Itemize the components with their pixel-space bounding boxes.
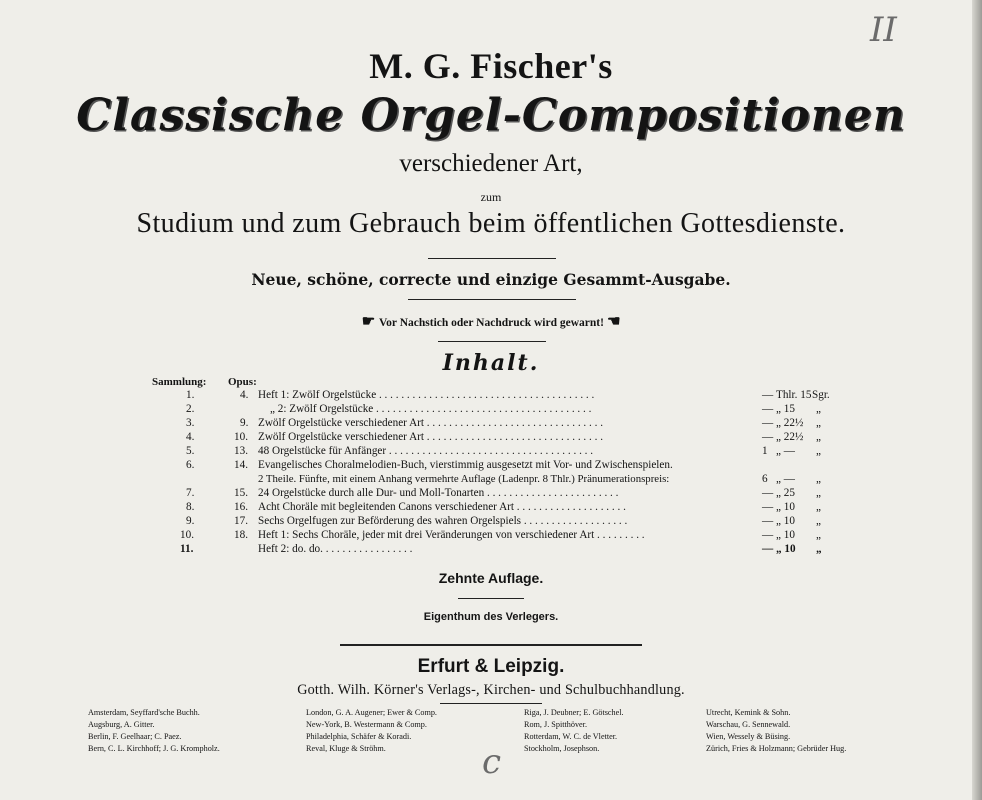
toc-row <box>0 487 982 501</box>
pointing-hand-right-icon: ☛ <box>606 314 621 330</box>
toc-sammlung: 1. <box>186 389 195 401</box>
toc-row <box>0 459 982 473</box>
pencil-mark-roman-numeral: II <box>870 10 897 50</box>
toc-row <box>0 431 982 445</box>
toc-opus: 10. <box>234 431 248 443</box>
pencil-mark-bottom: c <box>482 742 502 782</box>
contents-heading: Inhalt. <box>442 350 540 376</box>
toc-price-b: „ 10 <box>776 543 796 555</box>
toc-title: Zwölf Orgelstücke verschiedener Art . . . . . . . . . . . . . . . . . . . . . . . . . . . . . . . . <box>258 417 603 429</box>
toc-price-a: — <box>762 417 774 429</box>
toc-price-b: „ 25 <box>776 487 795 499</box>
toc-price-b: „ 22½ <box>776 417 804 429</box>
subtitle: Neue, schöne, correcte und einzige Gesammt-Ausgabe. <box>251 270 731 289</box>
divider-line-4 <box>458 598 524 599</box>
agent-entry: Rotterdam, W. C. de Vletter. <box>524 732 618 741</box>
agent-entry: Riga, J. Deubner; E. Götschel. <box>524 708 624 717</box>
toc-price-c: „ <box>816 403 821 415</box>
toc-title: Heft 1: Sechs Choräle, jeder mit drei Veränderungen von verschiedener Art . . . . . . . . . <box>258 529 645 541</box>
toc-price-a: — <box>762 529 774 541</box>
agent-entry: Philadelphia, Schäfer & Koradi. <box>306 732 412 741</box>
toc-row <box>0 515 982 529</box>
toc-row <box>0 445 982 459</box>
agent-entry: Warschau, G. Sennewald. <box>706 720 791 729</box>
toc-title: Zwölf Orgelstücke verschiedener Art . . . . . . . . . . . . . . . . . . . . . . . . . . . . . . . . <box>258 431 603 443</box>
divider-ornament-3 <box>438 341 546 342</box>
toc-price-b: Thlr. 15 <box>776 389 812 401</box>
toc-price-c: „ <box>816 529 821 541</box>
toc-title: Evangelisches Choralmelodien-Buch, vierstimmig ausgesetzt mit Vor- und Zwischenspielen. <box>258 459 673 471</box>
toc-row <box>0 543 982 557</box>
agent-entry: Rom, J. Spitthöver. <box>524 720 588 729</box>
toc-price-a: — <box>762 431 774 443</box>
toc-sammlung: 2. <box>186 403 195 415</box>
toc-header-opus: Opus: <box>228 376 257 388</box>
agent-entry: Augsburg, A. Gitter. <box>88 720 155 729</box>
toc-sammlung: 8. <box>186 501 195 513</box>
toc-price-c: „ <box>816 473 821 485</box>
ownership-note: Eigenthum des Verlegers. <box>423 611 559 623</box>
toc-price-a: — <box>762 515 774 527</box>
toc-title: Heft 2: do. do. . . . . . . . . . . . . . . . . <box>258 543 413 555</box>
toc-title: Sechs Orgelfugen zur Beförderung des wahren Orgelspiels . . . . . . . . . . . . . . . . . . . <box>258 515 628 527</box>
title-line-zum: zum <box>480 190 502 204</box>
toc-row <box>0 389 982 403</box>
toc-sammlung: 11. <box>180 543 194 555</box>
toc-price-a: 6 <box>762 473 768 485</box>
toc-price-b: „ 22½ <box>776 431 804 443</box>
warning-text: Vor Nachstich oder Nachdruck wird gewarnt! <box>378 317 604 329</box>
toc-price-c: „ <box>816 515 821 527</box>
agent-entry: Zürich, Fries & Holzmann; Gebrüder Hug. <box>706 744 847 753</box>
toc-price-c: „ <box>816 445 821 457</box>
agent-entry: Reval, Kluge & Ströhm. <box>306 744 386 753</box>
toc-title: 2 Theile. Fünfte, mit einem Anhang vermehrte Auflage (Ladenpr. 8 Thlr.) Pränumerationspreis: <box>258 473 670 485</box>
toc-price-a: — <box>762 403 774 415</box>
agent-entry: Utrecht, Kemink & Sohn. <box>706 708 791 717</box>
toc-price-b: „ — <box>776 473 795 485</box>
toc-row <box>0 403 982 417</box>
agent-entry: London, G. A. Augener; Ewer & Comp. <box>306 708 437 717</box>
edition-label: Zehnte Auflage. <box>438 570 544 586</box>
agent-entry: Amsterdam, Seyffard'sche Buchh. <box>88 708 200 717</box>
toc-price-a: — <box>762 501 774 513</box>
toc-row <box>0 501 982 515</box>
toc-row <box>0 473 982 487</box>
blackletter-title: Classische Orgel-Compositionen <box>76 90 906 141</box>
toc-price-b: „ 10 <box>776 515 795 527</box>
toc-price-c: „ <box>816 487 821 499</box>
toc-title: Heft 1: Zwölf Orgelstücke . . . . . . . . . . . . . . . . . . . . . . . . . . . . . . . . . . . . . . . <box>258 389 595 401</box>
agent-entry: New-York, B. Westermann & Comp. <box>306 720 427 729</box>
agent-entry: Wien, Wessely & Büsing. <box>706 732 791 741</box>
toc-price-a: — <box>762 389 774 401</box>
toc-opus: 14. <box>234 459 248 471</box>
composer-title: M. G. Fischer's <box>369 46 613 86</box>
toc-title: „ 2: Zwölf Orgelstücke . . . . . . . . . . . . . . . . . . . . . . . . . . . . . . . . . . . . . . . <box>270 403 592 415</box>
toc-price-a: 1 <box>762 445 768 457</box>
toc-price-b: „ — <box>776 445 795 457</box>
toc-price-c: „ <box>816 501 821 513</box>
toc-sammlung: 3. <box>186 417 195 429</box>
agent-entry: Stockholm, Josephson. <box>524 744 600 753</box>
warning-line <box>0 312 982 331</box>
toc-title: 24 Orgelstücke durch alle Dur- und Moll-Tonarten . . . . . . . . . . . . . . . . . . . . . . . . <box>258 487 619 499</box>
toc-row <box>0 417 982 431</box>
toc-header-sammlung: Sammlung: <box>152 376 207 388</box>
publisher-name: Gotth. Wilh. Körner's Verlags-, Kirchen- und Schulbuchhandlung. <box>297 682 685 698</box>
toc-price-b: „ 15 <box>776 403 795 415</box>
pointing-hand-left-icon: ☛ <box>361 314 379 330</box>
toc-price-a: — <box>762 487 774 499</box>
divider-ornament-5 <box>340 644 642 646</box>
toc-sammlung: 10. <box>180 529 194 541</box>
agents-column-2 <box>306 707 437 755</box>
toc-price-a: — <box>762 543 774 555</box>
divider-line-6 <box>440 703 542 704</box>
toc-opus: 16. <box>234 501 248 513</box>
agent-entry: Bern, C. L. Kirchhoff; J. G. Krompholz. <box>88 744 220 753</box>
agents-column-3 <box>524 707 624 755</box>
agents-column-1 <box>88 707 220 755</box>
toc-sammlung: 9. <box>186 515 195 527</box>
toc-price-c: Sgr. <box>812 389 830 401</box>
toc-price-c: „ <box>816 431 821 443</box>
toc-price-b: „ 10 <box>776 501 795 513</box>
toc-opus: 18. <box>234 529 248 541</box>
toc-price-c: „ <box>816 543 822 555</box>
toc-price-c: „ <box>816 417 821 429</box>
toc-opus: 9. <box>240 417 249 429</box>
toc-opus: 17. <box>234 515 248 527</box>
divider-line-2 <box>408 299 576 300</box>
toc-sammlung: 4. <box>186 431 195 443</box>
toc-title: 48 Orgelstücke für Anfänger . . . . . . . . . . . . . . . . . . . . . . . . . . . . . . . . . . . . . <box>258 445 594 457</box>
publisher-city: Erfurt & Leipzig. <box>417 656 565 677</box>
toc-row <box>0 529 982 543</box>
toc-opus: 15. <box>234 487 248 499</box>
toc-title: Acht Choräle mit begleitenden Canons verschiedener Art . . . . . . . . . . . . . . . . . . . . <box>258 501 626 513</box>
title-line-studium: Studium und zum Gebrauch beim öffentlichen Gottesdienste. <box>136 208 846 239</box>
toc-sammlung: 6. <box>186 459 195 471</box>
toc-opus: 13. <box>234 445 248 457</box>
toc-opus: 4. <box>240 389 249 401</box>
toc-sammlung: 5. <box>186 445 195 457</box>
divider-ornament-1 <box>428 258 556 259</box>
toc-sammlung: 7. <box>186 487 195 499</box>
agents-column-4 <box>706 707 846 755</box>
agent-entry: Berlin, F. Geelhaar; C. Paez. <box>88 732 182 741</box>
title-line-art: verschiedener Art, <box>399 150 583 177</box>
toc-price-b: „ 10 <box>776 529 795 541</box>
